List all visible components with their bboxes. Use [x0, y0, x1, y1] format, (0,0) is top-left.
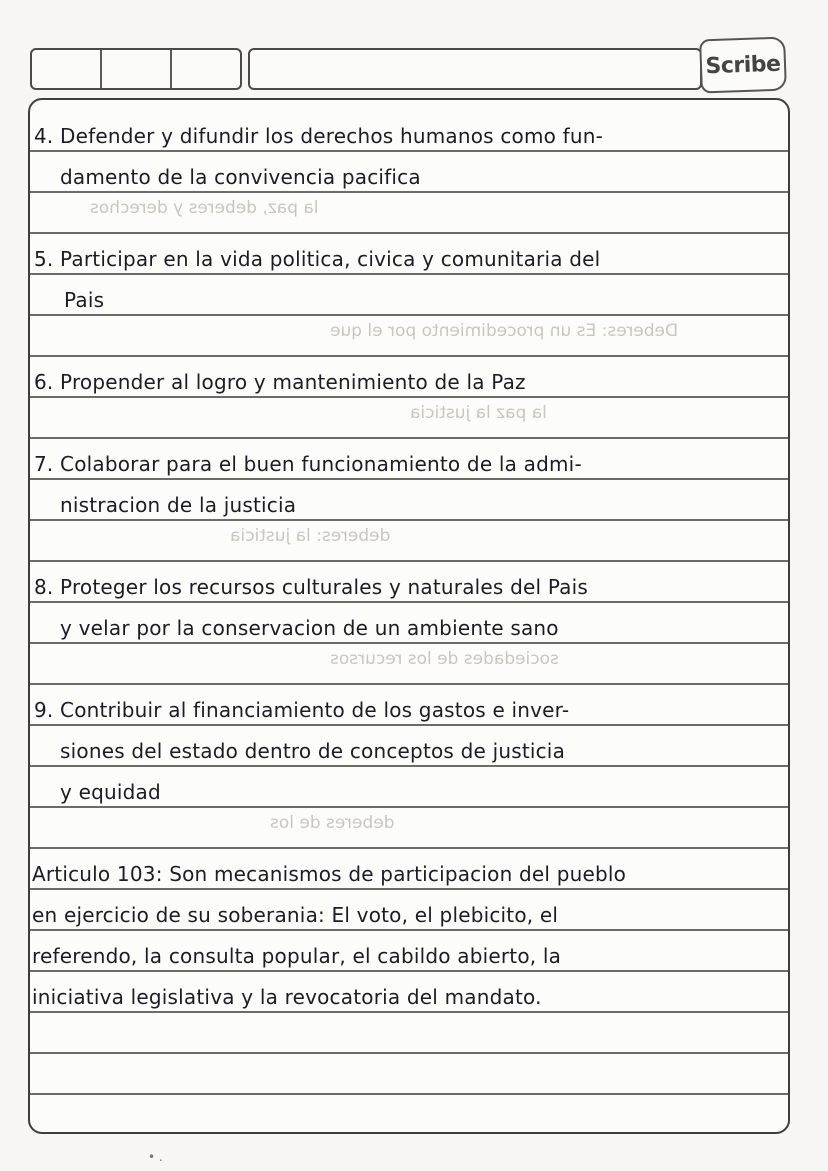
- rule-line: [30, 150, 788, 152]
- bleed-through-text: deberes: la justicia: [230, 526, 391, 546]
- text-line: 6. Propender al logro y mantenimiento de la Paz: [34, 370, 526, 394]
- rule-line: [30, 355, 788, 357]
- page-mark: • .: [148, 1150, 163, 1164]
- text-line: 5. Participar en la vida politica, civica y comunitaria del: [34, 247, 601, 271]
- text-line: 9. Contribuir al financiamiento de los gastos e inver-: [34, 698, 570, 722]
- date-divider: [100, 50, 102, 88]
- rule-line: [30, 806, 788, 808]
- text-line: 4. Defender y difundir los derechos humanos como fun-: [34, 124, 604, 148]
- text-line: y equidad: [60, 780, 161, 804]
- text-line: Pais: [64, 288, 105, 312]
- text-line: Articulo 103: Son mecanismos de participacion del pueblo: [32, 862, 627, 886]
- rule-line: [30, 1011, 788, 1013]
- text-line: y velar por la conservacion de un ambiente sano: [60, 616, 559, 640]
- title-field-box: [248, 48, 702, 90]
- rule-line: [30, 273, 788, 275]
- bleed-through-text: la paz, deberes y derechos: [90, 198, 319, 218]
- rule-line: [30, 601, 788, 603]
- bleed-through-text: deberes de los: [270, 813, 395, 833]
- rule-line: [30, 929, 788, 931]
- rule-line: [30, 478, 788, 480]
- rule-line: [30, 683, 788, 685]
- text-line: 8. Proteger los recursos culturales y naturales del Pais: [34, 575, 589, 599]
- bleed-through-text: Deberes: Es un procedimiento por el que: [330, 321, 679, 341]
- rule-line: [30, 1093, 788, 1095]
- rule-line: [30, 847, 788, 849]
- bleed-through-text: la paz la justicia: [410, 403, 547, 423]
- ruled-sheet: [28, 98, 790, 1134]
- text-line: en ejercicio de su soberania: El voto, el plebicito, el: [32, 903, 559, 927]
- rule-line: [30, 1052, 788, 1054]
- rule-line: [30, 765, 788, 767]
- rule-line: [30, 314, 788, 316]
- rule-line: [30, 191, 788, 193]
- rule-line: [30, 642, 788, 644]
- text-line: damento de la convivencia pacifica: [60, 165, 421, 189]
- rule-line: [30, 437, 788, 439]
- rule-line: [30, 232, 788, 234]
- date-divider: [170, 50, 172, 88]
- text-line: referendo, la consulta popular, el cabildo abierto, la: [32, 944, 562, 968]
- text-line: siones del estado dentro de conceptos de justicia: [60, 739, 566, 763]
- rule-line: [30, 519, 788, 521]
- rule-line: [30, 970, 788, 972]
- text-line: 7. Colaborar para el buen funcionamiento de la admi-: [34, 452, 582, 476]
- rule-line: [30, 888, 788, 890]
- rule-line: [30, 724, 788, 726]
- bleed-through-text: sociedades de los recursos: [330, 649, 559, 669]
- text-line: iniciativa legislativa y la revocatoria del mandato.: [32, 985, 542, 1009]
- text-line: nistracion de la justicia: [60, 493, 297, 517]
- scribe-logo: Scribe: [699, 37, 787, 94]
- rule-line: [30, 396, 788, 398]
- date-field-box: [30, 48, 242, 90]
- rule-line: [30, 560, 788, 562]
